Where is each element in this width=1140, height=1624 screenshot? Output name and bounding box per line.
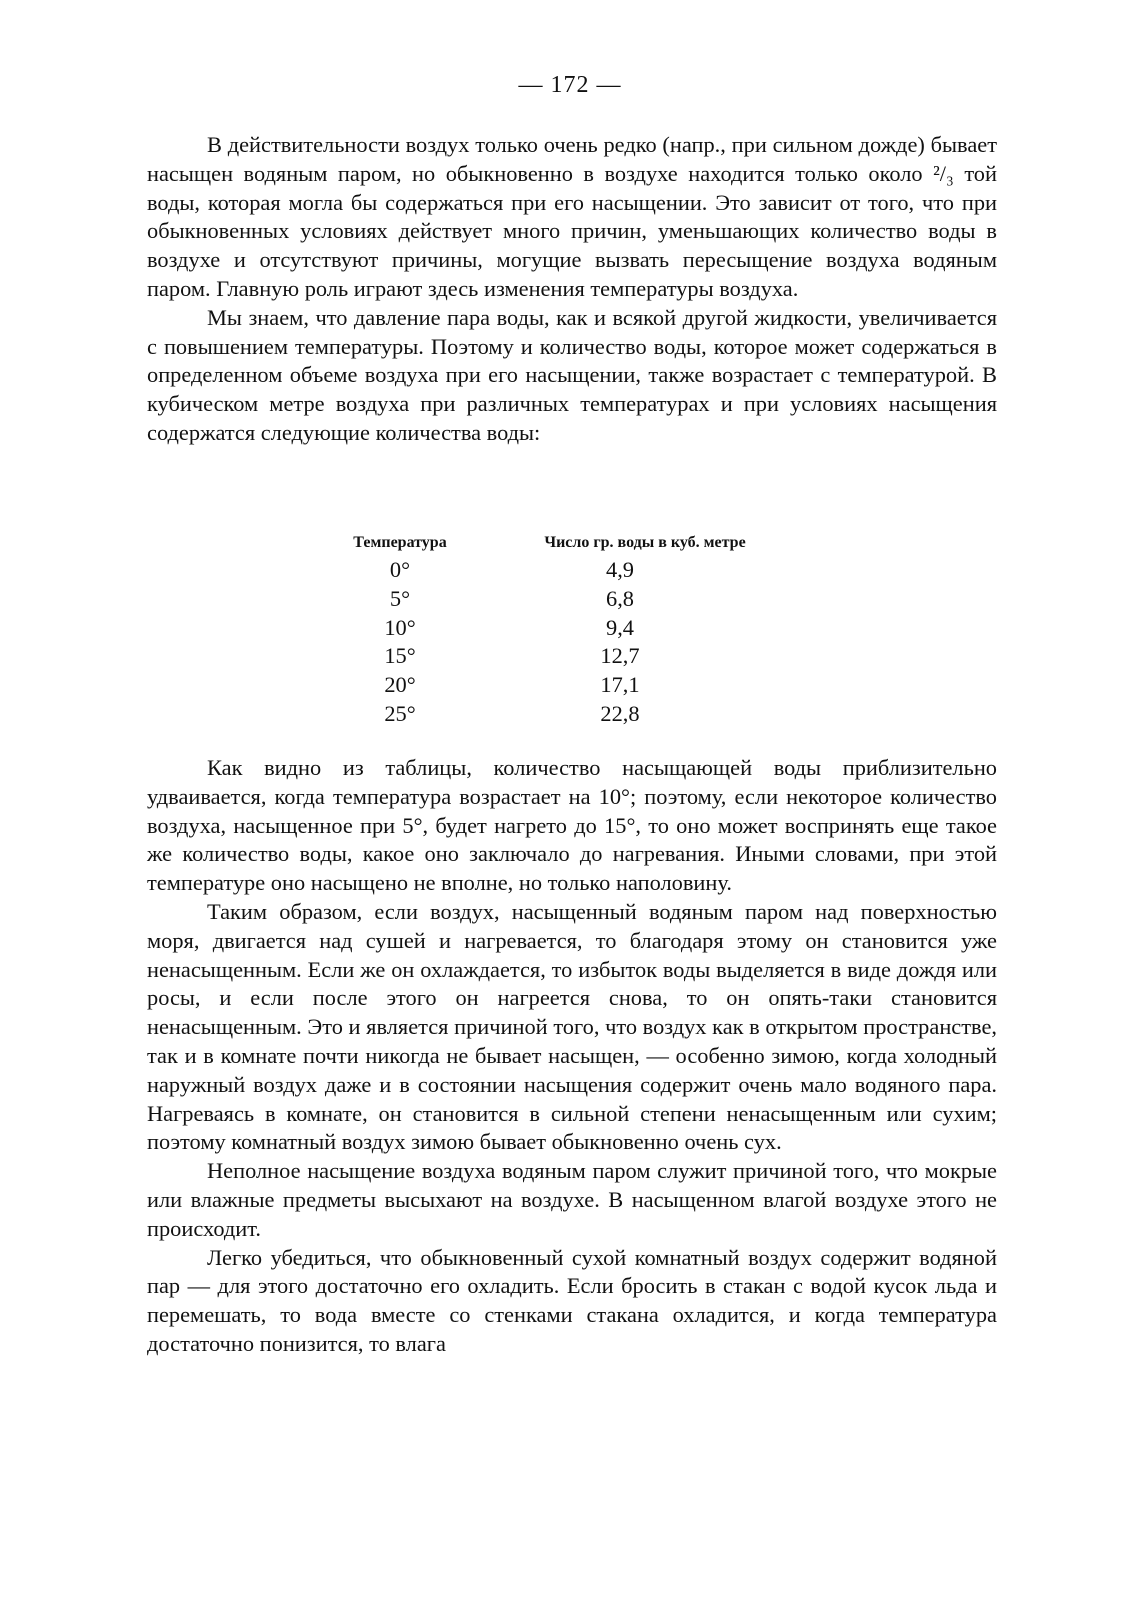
column-header-temperature: Температура	[353, 534, 447, 551]
cell-water-amount: 12,7	[600, 643, 640, 669]
paragraph: В действительности воздух только очень редко (напр., при сильном дожде) бывает насыщен водяным паром, но обыкновенно в воздухе находится только около ²/₃ той воды, которая могла бы содержаться при его насыщении. Это зависит от того, что при обыкновенных условиях действует много причин, уменьшающих количество воды в воздухе и отсутствуют причины, могущие вызвать пересыщение воздуха водяным паром. Главную роль играют здесь изменения температуры воздуха.	[147, 132, 997, 301]
cell-water-amount: 9,4	[606, 614, 634, 640]
cell-temperature: 0°	[389, 557, 411, 582]
paragraph: Таким образом, если воздух, насыщенный водяным паром над поверхностью моря, двигается над сушей и нагревается, то благодаря этому он становится уже ненасыщенным. Если же он охлаждается, то избыток воды выделяется в виде дождя или росы, и если после этого он нагреется снова, то он опять-таки становится ненасыщенным. Это и является причиной того, что воздух как в открытом пространстве, так и в комнате почти никогда не бывает насыщен, — особенно зимою, когда холодный наружный воздух даже и в состоянии насыщения содержит очень мало водяного пара. Нагреваясь в комнате, он становится в сильной степени ненасыщенным или сухим; поэтому комнатный воздух зимою бывает обыкновенно очень сух.	[147, 898, 997, 1155]
table-row	[340, 671, 800, 700]
paragraph: Мы знаем, что давление пара воды, как и всякой другой жидкости, увеличивается с повышением температуры. Поэтому и количество воды, которое может содержаться в определенном объеме воздуха при его насыщении, также возрастает с температурой. В кубическом метре воздуха при различных температурах и при условиях насыщения содержатся следующие количества воды:	[147, 304, 997, 445]
cell-temperature: 20°	[384, 672, 416, 698]
page-number: — 172 —	[518, 72, 622, 98]
table-row	[340, 614, 800, 643]
cell-water-amount: 17,1	[600, 672, 640, 698]
table-row	[340, 585, 800, 614]
cell-temperature: 10°	[384, 614, 416, 640]
table-row	[340, 642, 800, 671]
text-block-bottom	[147, 754, 997, 1359]
table-header	[340, 530, 800, 556]
table-row	[340, 700, 800, 729]
column-header-water-amount: Число гр. воды в куб. метре	[544, 534, 746, 551]
table-row	[340, 556, 800, 585]
cell-water-amount: 4,9	[606, 557, 634, 582]
saturation-table	[340, 530, 800, 729]
paragraph: Как видно из таблицы, количество насыщающей воды приблизительно удваивается, когда температура возрастает на 10°; поэтому, если некоторое количество воздуха, насыщенное при 5°, будет нагрето до 15°, то оно может воспринять еще такое же количество воды, какое оно заключало до нагревания. Иными словами, при этой температуре оно насыщено не вполне, но только наполовину.	[147, 755, 997, 896]
cell-temperature: 25°	[384, 700, 416, 726]
paragraph: Неполное насыщение воздуха водяным паром служит причиной того, что мокрые или влажные предметы высыхают на воздухе. В насыщенном влагой воздухе этого не происходит.	[147, 1158, 997, 1241]
paragraph: Легко убедиться, что обыкновенный сухой комнатный воздух содержит водяной пар — для этого достаточно его охладить. Если бросить в стакан с водой кусок льда и перемешать, то вода вместе со стенками стакана охладится, и когда температура достаточно понизится, то влага	[147, 1244, 997, 1356]
cell-temperature: 5°	[389, 585, 411, 611]
cell-water-amount: 6,8	[606, 585, 634, 611]
cell-temperature: 15°	[384, 643, 416, 669]
text-block-top	[147, 131, 997, 448]
cell-water-amount: 22,8	[600, 700, 640, 726]
